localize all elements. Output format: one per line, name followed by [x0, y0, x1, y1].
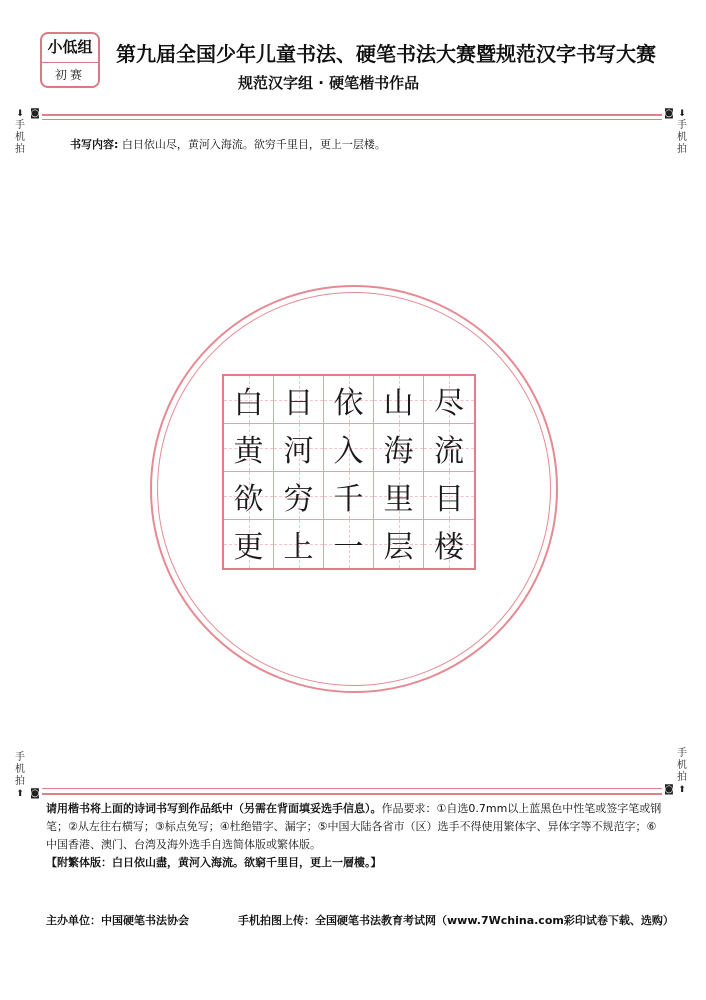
upload-info: 手机拍图上传：全国硬笔书法教育考试网（www.7Wchina.com彩印试卷下载、选购） [238, 914, 674, 927]
grid-cell: 黄 [224, 424, 274, 472]
side-char: 机 [677, 760, 687, 771]
phone-photo-note-top-right [676, 108, 688, 156]
header-divider-thin [42, 119, 662, 120]
grid-cell: 山 [374, 376, 424, 424]
grid-cell: 海 [374, 424, 424, 472]
camera-icon: ◙ [30, 788, 40, 799]
writing-content-label: 书写内容: [70, 138, 119, 151]
grid-cell: 白 [224, 376, 274, 424]
side-char: 拍 [677, 772, 687, 783]
badge-group-label: 小低组 [42, 34, 98, 63]
side-char: 机 [677, 132, 687, 143]
arrow-up-icon: ⬆ [678, 785, 686, 795]
grid-cell: 目 [424, 472, 474, 520]
grid-cell: 流 [424, 424, 474, 472]
requirements-lead: 请用楷书将上面的诗词书写到作品纸中（另需在背面填妥选手信息）。 [46, 802, 382, 815]
camera-icon: ◙ [30, 108, 40, 119]
phone-photo-note-top-left [14, 108, 26, 156]
side-char: 机 [15, 764, 25, 775]
footer-divider-thin [42, 788, 662, 789]
grid-cell: 河 [274, 424, 324, 472]
traditional-version: 【附繁体版：白日依山盡，黄河入海流。欲窮千里目，更上一層樓。】 [46, 856, 382, 869]
grid-cell: 层 [374, 520, 424, 568]
footer-divider [42, 793, 662, 795]
header-divider [42, 114, 662, 116]
side-char: 手 [15, 752, 25, 763]
writing-content-text: 白日依山尽，黄河入海流。欲穷千里目，更上一层楼。 [121, 138, 386, 151]
grid-cell: 日 [274, 376, 324, 424]
organizer: 主办单位：中国硬笔书法协会 [46, 914, 189, 927]
grid-cell: 里 [374, 472, 424, 520]
grid-cell: 更 [224, 520, 274, 568]
grid-cell: 楼 [424, 520, 474, 568]
grid-cell: 上 [274, 520, 324, 568]
grid-cell: 一 [324, 520, 374, 568]
camera-icon: ◙ [664, 108, 674, 119]
side-char: 拍 [15, 776, 25, 787]
arrow-down-icon: ⬇ [16, 109, 24, 119]
page-subtitle: 规范汉字组 · 硬笔楷书作品 [238, 74, 420, 92]
side-char: 拍 [15, 144, 25, 155]
stage-badge [40, 32, 100, 88]
camera-icon: ◙ [664, 784, 674, 795]
phone-photo-note-bottom-right [676, 748, 688, 796]
phone-photo-note-bottom-left [14, 752, 26, 800]
writing-content [70, 136, 386, 152]
side-char: 机 [15, 132, 25, 143]
badge-stage-label: 初赛 [54, 68, 85, 82]
arrow-up-icon: ⬆ [16, 789, 24, 799]
side-char: 手 [677, 120, 687, 131]
side-char: 手 [15, 120, 25, 131]
grid-cell: 尽 [424, 376, 474, 424]
writing-requirements [46, 800, 666, 872]
page-title: 第九届全国少年儿童书法、硬笔书法大赛暨规范汉字书写大赛 [116, 42, 656, 66]
side-char: 拍 [677, 144, 687, 155]
grid-cell: 依 [324, 376, 374, 424]
requirements-body: 作品要求：①自选0.7mm以上蓝黑色中性笔或签字笔或钢笔；②从左往右横写；③标点免写；④杜绝错字、漏字；⑤中国大陆各省市（区）选手不得使用繁体字、异体字等不规范字；⑥中国香港、澳门、台湾及海外选手自选简体版或繁体版。 [46, 802, 662, 851]
grid-cell: 千 [324, 472, 374, 520]
grid-cell: 穷 [274, 472, 324, 520]
grid-cell: 欲 [224, 472, 274, 520]
grid-cell: 入 [324, 424, 374, 472]
calligraphy-grid [222, 374, 476, 570]
side-char: 手 [677, 748, 687, 759]
arrow-down-icon: ⬇ [678, 109, 686, 119]
